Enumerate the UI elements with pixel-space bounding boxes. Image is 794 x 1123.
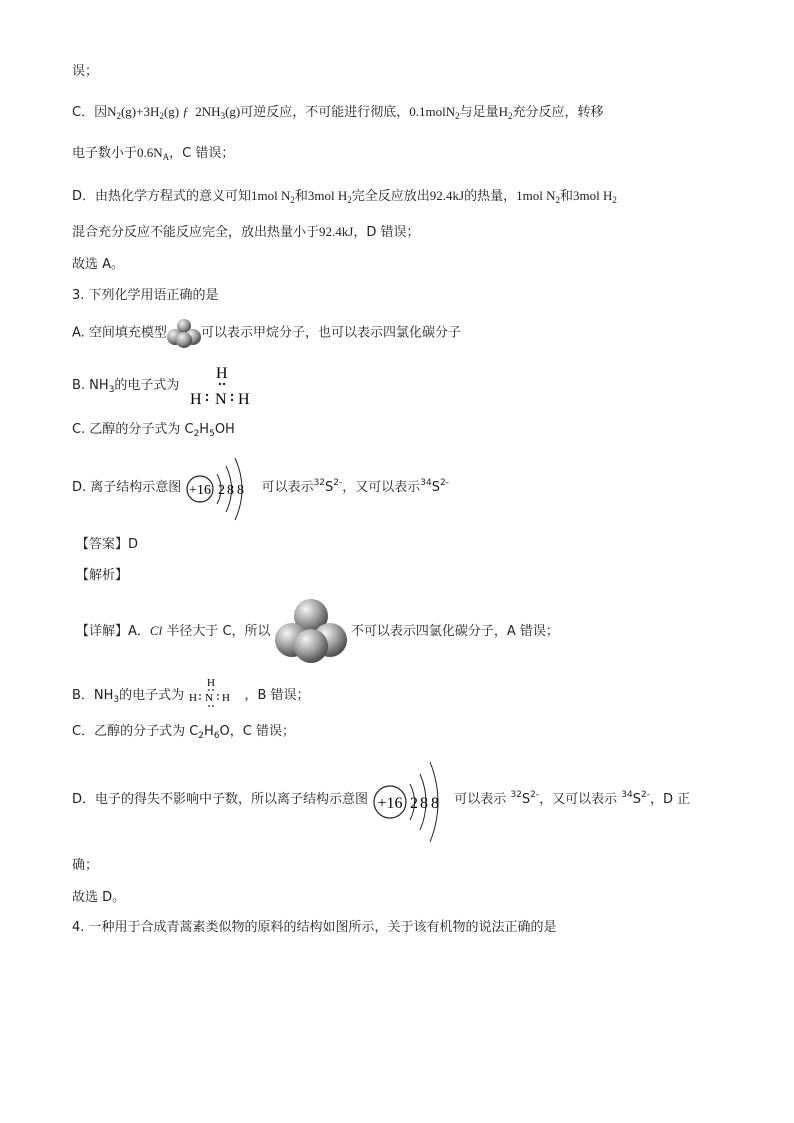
detail-c [72, 722, 295, 742]
sub: 5 [209, 429, 215, 439]
n-atom: N [214, 391, 227, 408]
text: 混合充分反应不能反应完全，放出热量小于 [72, 225, 320, 240]
text: 的热量， [464, 189, 517, 204]
space-filling-model-icon [167, 318, 201, 348]
text: B．NH [72, 688, 114, 703]
detail-d-cont [72, 856, 98, 876]
shell-electrons: 8 [431, 795, 440, 812]
text: ，又可以表示 [342, 480, 421, 495]
text: ，B 错误； [244, 688, 310, 703]
sub: 2 [116, 111, 121, 121]
nucleus-charge: +16 [377, 795, 403, 812]
detail-a [76, 596, 559, 666]
coef: +3 [136, 104, 150, 119]
h-atom-left: H [189, 391, 202, 408]
question-text: 4. 一种用于合成青蒿素类似物的原料的结构如图所示，关于该有机物的说法正确的是 [72, 920, 557, 935]
value: 0.6N [137, 145, 163, 160]
selection-line [72, 255, 124, 275]
amount: 0.1mol [409, 104, 446, 119]
sub: 2 [290, 195, 295, 205]
mass-number: 32 [313, 478, 326, 488]
question-4 [72, 918, 557, 938]
text: D．由热化学方程式的意义可知 [72, 189, 252, 204]
sub: 2 [159, 111, 164, 121]
text: OH [214, 422, 235, 437]
option-d-analysis [72, 186, 617, 207]
heat: 92.4kJ [429, 188, 465, 203]
heat: 92.4kJ [319, 224, 354, 239]
state: (g) [120, 104, 137, 119]
amount: 3mol H [573, 188, 613, 203]
space-filling-model-ccl4-icon [275, 596, 347, 666]
analysis-header [76, 566, 128, 586]
electron-dot-formula-nh3 [188, 366, 268, 410]
h-symbol: H [149, 104, 160, 119]
h-atom-right: H [222, 692, 231, 704]
h-symbol: H [498, 104, 509, 119]
text: 不可以表示四氯化碳分子，A 错误； [350, 624, 559, 639]
text: ，D 正 [649, 792, 691, 807]
h-atom-right: H [237, 391, 250, 408]
h-atom-left: H [189, 692, 198, 704]
text: 【详解】A． [76, 624, 150, 639]
shell-electrons: 8 [227, 483, 235, 498]
text: 和 [294, 189, 308, 204]
nucleus-charge: +16 [189, 483, 212, 498]
shell-electrons: 2 [410, 795, 419, 812]
text: 和 [560, 189, 574, 204]
sub: 2 [612, 195, 617, 205]
equilibrium-symbol: ƒ [182, 104, 189, 119]
answer: 【答案】D [76, 537, 139, 552]
sub: 6 [213, 731, 220, 741]
text: 与足量 [459, 105, 499, 120]
text: H [204, 724, 214, 739]
option-a [72, 318, 461, 348]
text: ，C 错误； [169, 146, 235, 161]
mass-number: 34 [420, 478, 432, 488]
question-text: 3. 下列化学用语正确的是 [72, 288, 219, 303]
sub: A [162, 152, 170, 162]
text: 完全反应放出 [351, 189, 430, 204]
text: 确； [72, 858, 99, 873]
line-text: 误； [72, 64, 99, 79]
text: 可以表示 [454, 792, 511, 807]
n-symbol: N [107, 104, 117, 119]
sub: 3 [113, 695, 120, 705]
mass-number: 32 [510, 790, 522, 800]
option-b [72, 366, 268, 410]
section-label: 【解析】 [76, 568, 129, 583]
sub: 3 [220, 111, 226, 121]
sub: 2 [198, 731, 205, 741]
charge: 2- [333, 478, 343, 488]
text: 充分反应，转移 [512, 105, 604, 120]
text-line [72, 62, 98, 82]
text: ，D 错误； [353, 225, 420, 240]
element: S [632, 792, 641, 807]
mass-number: 34 [621, 790, 633, 800]
shell-electrons: 8 [237, 483, 245, 498]
option-c [72, 420, 235, 440]
ion-structure-diagram [185, 452, 257, 526]
element: S [521, 792, 531, 807]
electron-dot-formula-nh3-full [188, 676, 240, 712]
question-3 [72, 286, 219, 306]
text: C. 乙醇的分子式为 C [72, 422, 194, 437]
charge: 2- [530, 790, 540, 800]
element: S [431, 480, 441, 495]
coef: 2 [195, 104, 202, 119]
n-atom: N [205, 692, 214, 704]
text: O，C 错误； [219, 724, 295, 739]
option-c-analysis [72, 102, 604, 123]
text: 电子数小于 [72, 146, 138, 161]
text: 半径大于 C，所以 [162, 624, 271, 639]
h-atom-top: H [215, 366, 228, 382]
shell-electrons: 8 [420, 795, 429, 812]
text: H [199, 422, 210, 437]
text: 可逆反应，不可能进行彻底， [240, 105, 410, 120]
text: C．乙醇的分子式为 C [72, 724, 199, 739]
element: Cl [149, 623, 163, 638]
text: D．电子的得失不影响中子数，所以离子结构示意图 [72, 792, 369, 807]
amount: 1mol N [516, 188, 556, 203]
sub: 2 [347, 195, 352, 205]
amount: 3mol H [307, 188, 348, 203]
sub: 2 [455, 111, 460, 121]
sub: 3 [108, 385, 115, 395]
option-c-analysis-cont [72, 143, 234, 164]
selection-line [72, 888, 125, 908]
sub: 2 [508, 111, 513, 121]
option-d [72, 452, 449, 526]
text: A. 空间填充模型 [72, 325, 167, 341]
detail-d [72, 754, 690, 844]
element: S [325, 480, 334, 495]
answer-line [76, 535, 138, 555]
text: B. NH [72, 378, 109, 393]
text: 故选 D。 [72, 890, 126, 905]
text: 的电子式为 [119, 688, 185, 703]
text: 可以表示甲烷分子，也可以表示四氯化碳分子 [200, 325, 461, 341]
detail-b [72, 676, 310, 712]
charge: 2- [641, 790, 650, 800]
nh-symbol: NH [201, 104, 221, 119]
text: 故选 A。 [72, 257, 125, 272]
text: 可以表示 [261, 480, 314, 495]
state: (g) [225, 104, 241, 119]
charge: 2- [440, 478, 449, 488]
state: (g) [163, 104, 180, 119]
text: 的电子式为 [114, 378, 180, 393]
text: D. 离子结构示意图 [72, 480, 182, 495]
label: C．因 [72, 105, 108, 120]
option-d-analysis-cont [72, 222, 419, 243]
n-symbol: N [445, 104, 456, 119]
shell-electrons: 2 [218, 483, 226, 498]
amount: 1mol N [251, 188, 291, 203]
text: ，又可以表示 [539, 792, 622, 807]
sub: 2 [555, 195, 560, 205]
sub: 2 [193, 429, 200, 439]
ion-structure-diagram-large [372, 754, 450, 844]
h-atom-top: H [207, 677, 216, 689]
